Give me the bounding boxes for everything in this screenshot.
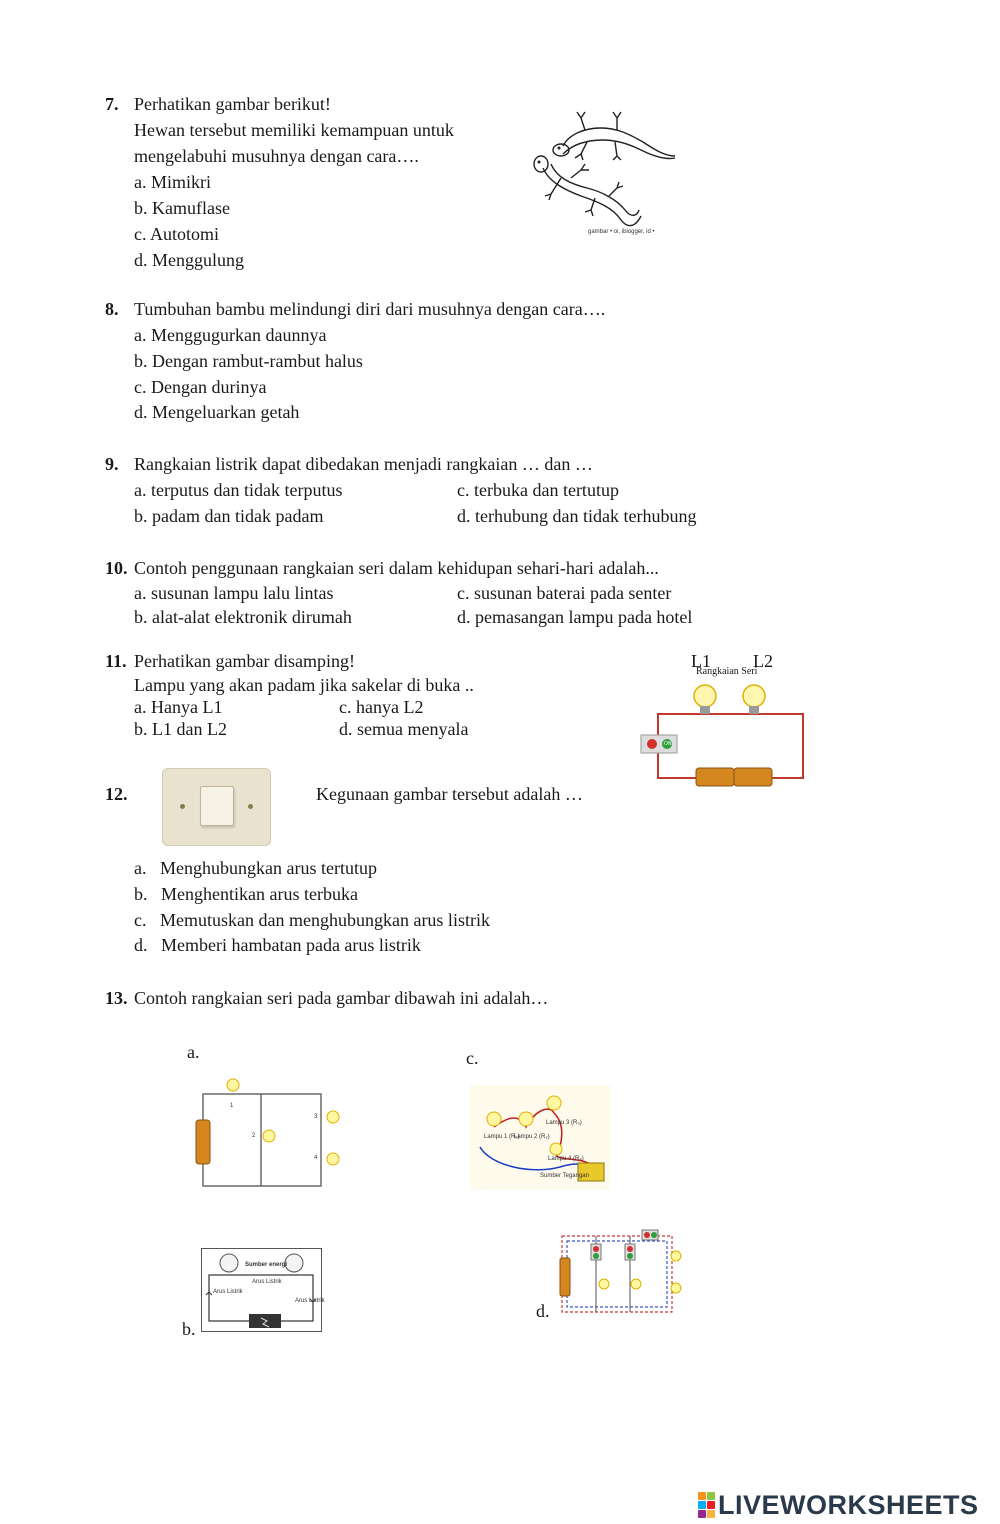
circuit-caption: Rangkaian Seri [696, 666, 758, 677]
q9-option-c[interactable]: c. terbuka dan tertutup [457, 480, 619, 500]
q8-text: Tumbuhan bambu melindungi diri dari musuhnya dengan cara…. [134, 299, 606, 319]
q7-option-c[interactable]: c. Autotomi [134, 224, 219, 244]
q12-option-c[interactable]: c. Memutuskan dan menghubungkan arus listrik [134, 910, 490, 930]
fig-a-mark-3: 3 [314, 1114, 318, 1120]
fig-b-arus-top: Arus Listrik [252, 1279, 282, 1285]
q10-option-a[interactable]: a. susunan lampu lalu lintas [134, 583, 334, 603]
gecko-caption: gambar • oi, ibiogger, id • [588, 229, 655, 235]
q13-label-a[interactable]: a. [187, 1042, 200, 1062]
fig-a-mark-1: 1 [230, 1103, 234, 1109]
q8-option-b[interactable]: b. Dengan rambut-rambut halus [134, 351, 363, 371]
q10-number: 10. [105, 558, 128, 578]
q9-number: 9. [105, 454, 119, 474]
circuit-label-l2: L2 [753, 651, 773, 671]
q7-line-3: mengelabuhi musuhnya dengan cara…. [134, 146, 419, 166]
q13-figure-d[interactable] [556, 1228, 686, 1318]
q9-text: Rangkaian listrik dapat dibedakan menjadi rangkaian … dan … [134, 454, 593, 474]
fig-c-lamp4: Lampu 4 (R₄) [548, 1156, 584, 1162]
q11-line-2: Lampu yang akan padam jika sakelar di buka .. [134, 675, 474, 695]
gecko-illustration [525, 98, 685, 243]
q7-number: 7. [105, 94, 119, 114]
bulb-l2-icon [743, 685, 765, 714]
q11-option-b[interactable]: b. L1 dan L2 [134, 719, 227, 739]
fig-a-mark-4: 4 [314, 1155, 318, 1161]
circuit-label-l1: L1 [691, 651, 711, 671]
q13-label-c[interactable]: c. [466, 1048, 479, 1068]
q13-label-d[interactable]: d. [536, 1301, 550, 1321]
q11-option-d[interactable]: d. semua menyala [339, 719, 469, 739]
fig-a-mark-2: 2 [252, 1133, 256, 1139]
switch-rocker-icon [200, 786, 234, 826]
q10-option-c[interactable]: c. susunan baterai pada senter [457, 583, 672, 603]
fig-c-lamp3: Lampu 3 (R₃) [546, 1120, 582, 1126]
q11-line-1: Perhatikan gambar disamping! [134, 651, 355, 671]
light-switch-image [162, 768, 271, 846]
q13-number: 13. [105, 988, 128, 1008]
q13-label-b[interactable]: b. [182, 1319, 196, 1339]
q8-option-c[interactable]: c. Dengan durinya [134, 377, 267, 397]
screw-right-icon [248, 804, 253, 809]
q13-text: Contoh rangkaian seri pada gambar dibawah ini adalah… [134, 988, 549, 1008]
logo-mark-icon [698, 1492, 715, 1518]
q12-number: 12. [105, 784, 128, 804]
bulb-l1-icon [694, 685, 716, 714]
q12-option-b[interactable]: b. Menghentikan arus terbuka [134, 884, 358, 904]
q9-option-d[interactable]: d. terhubung dan tidak terhubung [457, 506, 697, 526]
q8-number: 8. [105, 299, 119, 319]
fig-c-lamp1: Lampu 1 (R₁) [484, 1134, 520, 1140]
q12-text: Kegunaan gambar tersebut adalah … [316, 784, 583, 804]
q11-option-c[interactable]: c. hanya L2 [339, 697, 424, 717]
fig-c-lamp2: Lampu 2 (R₂) [514, 1134, 550, 1140]
q8-option-d[interactable]: d. Mengeluarkan getah [134, 402, 300, 422]
q7-option-d[interactable]: d. Menggulung [134, 250, 244, 270]
q7-line-1: Perhatikan gambar berikut! [134, 94, 331, 114]
fig-b-arus-left: Arus Listrik [213, 1289, 243, 1295]
q7-option-a[interactable]: a. Mimikri [134, 172, 211, 192]
q7-option-b[interactable]: b. Kamuflase [134, 198, 230, 218]
q7-line-2: Hewan tersebut memiliki kemampuan untuk [134, 120, 454, 140]
q11-option-a[interactable]: a. Hanya L1 [134, 697, 223, 717]
q9-option-b[interactable]: b. padam dan tidak padam [134, 506, 324, 526]
q10-option-b[interactable]: b. alat-alat elektronik dirumah [134, 607, 352, 627]
logo-text: LIVEWORKSHEETS [718, 1489, 979, 1520]
fig-c-source: Sumber Tegangan [540, 1173, 589, 1179]
fig-b-arus-right: Arus Listrik [295, 1298, 325, 1304]
fig-b-title: Sumber energi [245, 1262, 288, 1268]
screw-left-icon [180, 804, 185, 809]
series-circuit-diagram [638, 678, 808, 790]
q12-option-a[interactable]: a. Menghubungkan arus tertutup [134, 858, 377, 878]
switch-on-label: ON [664, 741, 672, 747]
liveworksheets-logo[interactable] [698, 1488, 979, 1522]
q11-number: 11. [105, 651, 127, 671]
q8-option-a[interactable]: a. Menggugurkan daunnya [134, 325, 327, 345]
q9-option-a[interactable]: a. terputus dan tidak terputus [134, 480, 343, 500]
q12-option-d[interactable]: d. Memberi hambatan pada arus listrik [134, 935, 421, 955]
q13-figure-a[interactable] [193, 1075, 348, 1190]
q10-text: Contoh penggunaan rangkaian seri dalam kehidupan sehari-hari adalah... [134, 558, 659, 578]
q10-option-d[interactable]: d. pemasangan lampu pada hotel [457, 607, 693, 627]
